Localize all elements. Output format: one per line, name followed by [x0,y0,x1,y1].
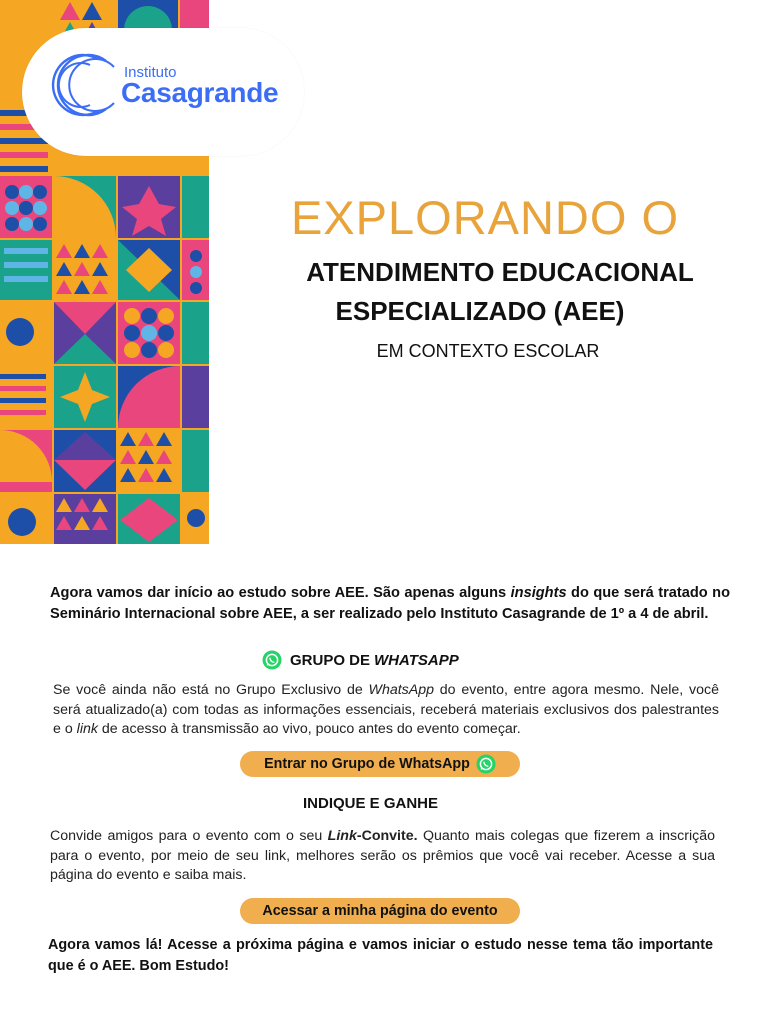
indique-link-emphasis: Link [327,828,357,844]
closing-paragraph: Agora vamos lá! Acesse a próxima página e vamos iniciar o estudo nesse tema tão importante que é o AEE. Bom Estudo! [48,937,713,974]
hero-context: EM CONTEXTO ESCOLAR [376,341,600,361]
whatsapp-text-em-1: WhatsApp [368,682,434,698]
whatsapp-heading-emphasis: WHATSAPP [374,651,459,669]
logo-text-casagrande: Casagrande [121,77,279,108]
join-whatsapp-group-button[interactable] [240,751,520,777]
whatsapp-text-1: Se você ainda não está no Grupo Exclusivo de [53,682,369,698]
logo-text-instituto: Instituto [124,64,177,81]
whatsapp-text-2: do evento, entre agora mesmo. Nele, você será atualizado(a) com todas as informações essenciais, receberá materiais exclusivos dos palestrantes e o [53,682,720,737]
bottom-decorative-strip [0,1019,768,1024]
whatsapp-paragraph [53,681,719,740]
access-event-page-label: Acessar a minha página do evento [262,903,498,919]
indique-link-rest: -Convite. [356,828,418,844]
hero-subtitle-line2: ESPECIALIZADO (AEE) [335,296,625,326]
indique-paragraph [50,827,715,886]
hero-subtitle [255,253,745,331]
instituto-casagrande-logo-icon [44,47,120,123]
intro-text-2: do que será tratado no Seminário Internacional sobre AEE, a ser realizado pelo Instituto Casagrande de 1º a 4 de abril. [50,585,730,622]
whatsapp-heading [262,650,459,670]
indique-text-2: Quanto mais colegas que fizerem a inscrição para o evento, por meio de seu link, melhores serão os prêmios que você vai receber. Acesse a sua página do evento e saiba mais. [50,828,715,883]
intro-text-1: Agora vamos dar início ao estudo sobre AEE. São apenas alguns [50,585,511,601]
intro-emphasis: insights [510,585,567,601]
hero-title: EXPLORANDO O [290,191,680,244]
indique-heading: INDIQUE E GANHE [303,795,439,812]
indique-text-1: Convide amigos para o evento com o seu [50,828,328,844]
whatsapp-icon [262,650,282,670]
access-event-page-button[interactable] [240,898,520,924]
hero-subtitle-line1: ATENDIMENTO EDUCACIONAL [306,257,694,287]
whatsapp-text-3: de acesso à transmissão ao vivo, pouco antes do evento começar. [97,721,521,737]
whatsapp-icon [476,754,496,774]
join-whatsapp-group-label: Entrar no Grupo de WhatsApp [264,756,470,772]
intro-paragraph [50,583,730,625]
whatsapp-text-em-2: link [76,721,98,737]
whatsapp-heading-prefix: GRUPO DE [290,651,371,669]
